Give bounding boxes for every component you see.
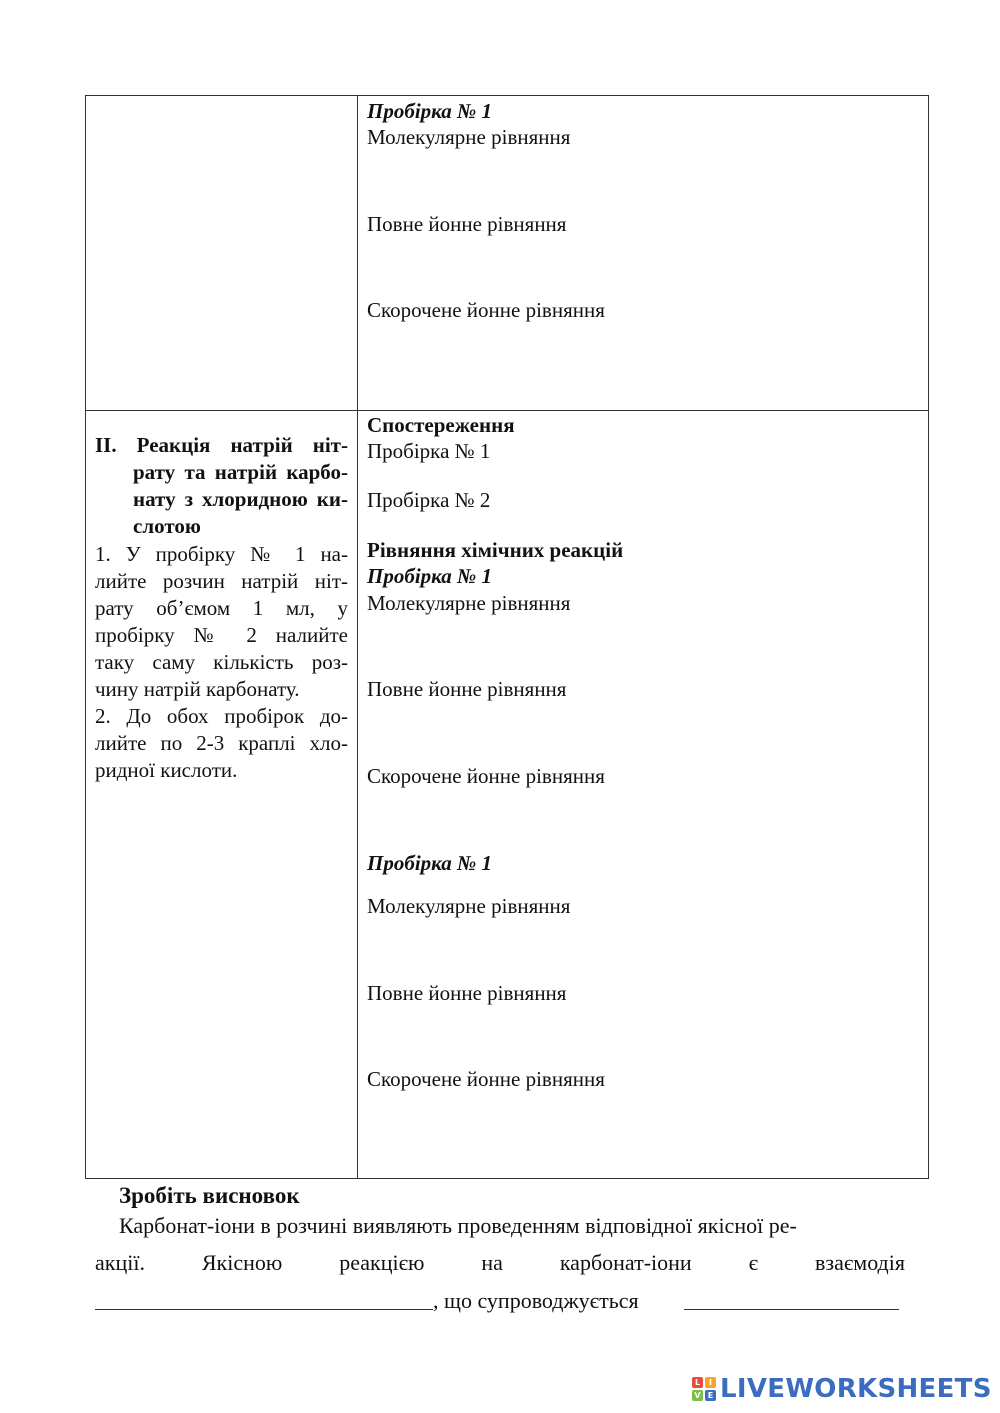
conclusion-line-3-text: , що супроводжується	[433, 1288, 639, 1313]
liveworksheets-logo-icon	[692, 1377, 716, 1401]
step1-line-4: пробірку № 2 налийте	[95, 623, 348, 647]
tube-a-full-ionic-label: Повне йонне рівняння	[367, 677, 567, 701]
tube-a-molecular-label: Молекулярне рівняння	[367, 591, 571, 615]
observation-tube-2: Пробірка № 2	[367, 488, 491, 512]
equations-heading: Рівняння хімічних реакцій	[367, 538, 624, 562]
tube-b-short-ionic-label: Скорочене йонне рівняння	[367, 1067, 605, 1091]
answer-blank-2[interactable]	[684, 1309, 899, 1310]
row1-full-ionic-label: Повне йонне рівняння	[367, 212, 567, 236]
conclusion-heading: Зробіть висновок	[119, 1183, 300, 1208]
logo-letter: I	[705, 1377, 716, 1388]
tube-a-short-ionic-label: Скорочене йонне рівняння	[367, 764, 605, 788]
step1-line-1: 1. У пробірку № 1 на-	[95, 542, 348, 566]
experiment-title-line-1: ІІ. Реакція натрій ніт-	[95, 433, 348, 457]
observations-heading: Спостереження	[367, 413, 515, 437]
experiment-title-line-2: рату та натрій карбо-	[133, 460, 348, 484]
row1-tube-heading: Пробірка № 1	[367, 99, 492, 123]
step1-line-5: таку саму кількість роз-	[95, 650, 348, 674]
tube-b-molecular-label: Молекулярне рівняння	[367, 894, 571, 918]
liveworksheets-text: LIVEWORKSHEETS	[720, 1374, 992, 1404]
conclusion-word: є	[748, 1250, 759, 1275]
step2-line-1: 2. До обох пробірок до-	[95, 704, 348, 728]
step1-line-2: лийте розчин натрій ніт-	[95, 569, 348, 593]
conclusion-line-2	[95, 1250, 905, 1276]
observation-tube-1: Пробірка № 1	[367, 439, 491, 463]
liveworksheets-watermark	[692, 1372, 992, 1406]
logo-letter: L	[692, 1377, 703, 1388]
step2-line-2: лийте по 2-3 краплі хло-	[95, 731, 348, 755]
logo-letter: E	[705, 1390, 716, 1401]
row1-molecular-label: Молекулярне рівняння	[367, 125, 571, 149]
conclusion-word: на	[481, 1250, 503, 1275]
step2-line-3: ридної кислоти.	[95, 758, 238, 782]
tube-b-full-ionic-label: Повне йонне рівняння	[367, 981, 567, 1005]
conclusion-line-1: Карбонат-іони в розчині виявляють проведенням відповідної якісної ре-	[119, 1213, 797, 1238]
step1-line-3: рату об’ємом 1 мл, у	[95, 596, 348, 620]
row1-short-ionic-label: Скорочене йонне рівняння	[367, 298, 605, 322]
conclusion-word: взаємодія	[814, 1250, 905, 1275]
answer-blank-1[interactable]	[95, 1309, 433, 1310]
tube-b-heading: Пробірка № 1	[367, 851, 492, 875]
conclusion-word: реакцією	[339, 1250, 425, 1275]
conclusion-word: карбонат-іони	[559, 1250, 692, 1275]
logo-letter: V	[692, 1390, 703, 1401]
tube-a-heading: Пробірка № 1	[367, 564, 492, 588]
experiment-title-line-3: нату з хлоридною ки-	[133, 487, 348, 511]
experiment-title-line-4: слотою	[133, 514, 201, 538]
conclusion-word: акції.	[95, 1250, 145, 1275]
step1-line-6: чину натрій карбонату.	[95, 677, 300, 701]
row-divider	[85, 410, 929, 411]
column-divider	[357, 95, 358, 1179]
conclusion-word: Якісною	[201, 1250, 283, 1275]
